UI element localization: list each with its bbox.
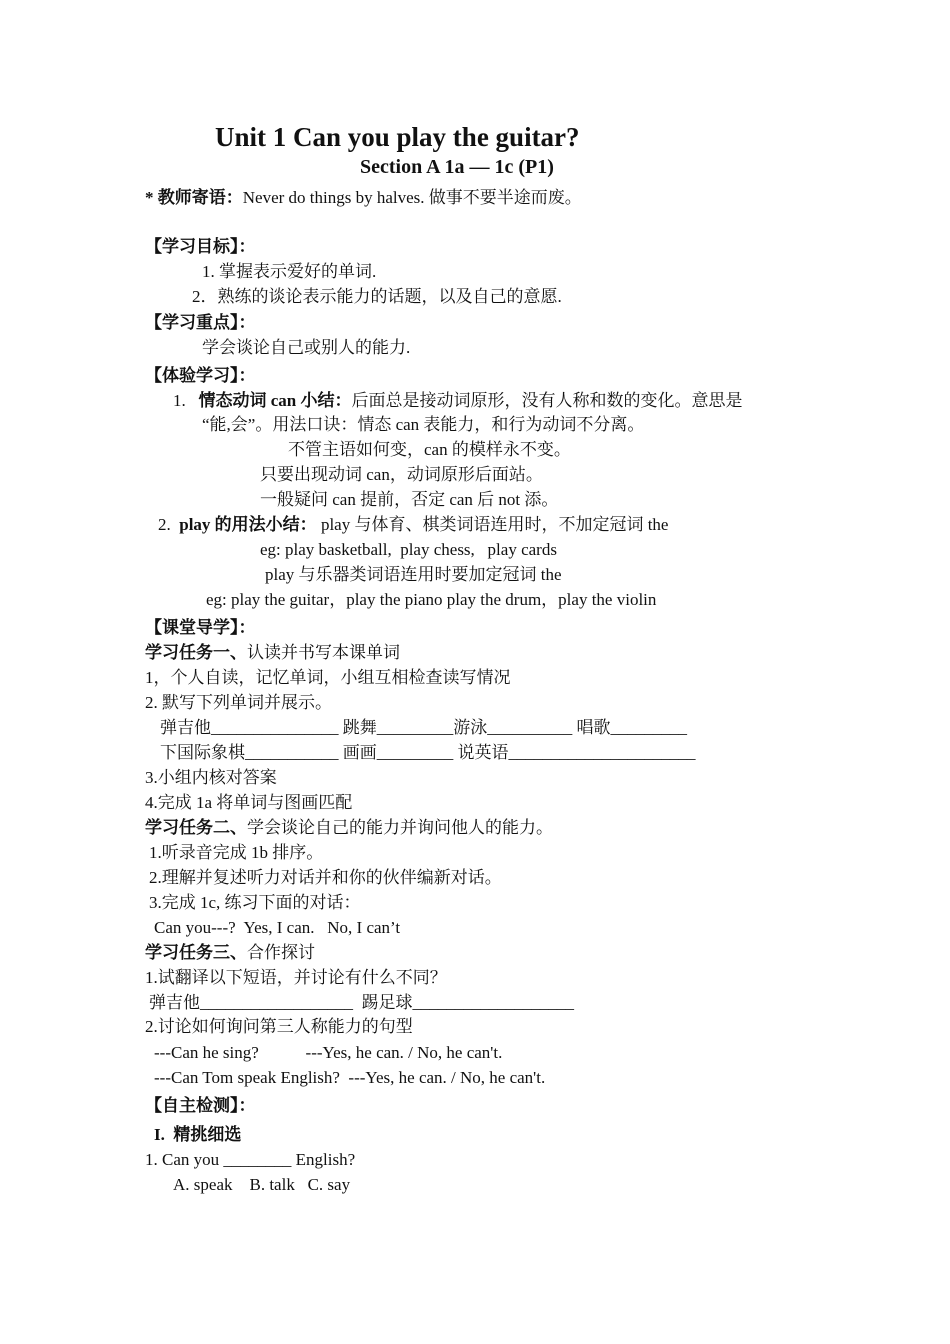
goal-item: 2．熟练的谈论表示能力的话题，以及自己的意愿. <box>192 287 562 306</box>
play-rule: play 与乐器类词语连用时要加定冠词 the <box>265 565 562 584</box>
play-summary <box>158 514 668 536</box>
task-two-label: 学习任务二、 <box>145 818 247 837</box>
play-example: eg: play the guitar，play the piano play the drum，play the violin <box>206 590 657 609</box>
focus-text: 学会谈论自己或别人的能力. <box>202 338 411 357</box>
task-item: 1.试翻译以下短语，并讨论有什么不同？ <box>145 968 447 987</box>
selftest-section: I. 精挑细选 <box>154 1125 242 1144</box>
task-item: 3.小组内核对答案 <box>145 768 277 787</box>
can-summary-label: 情态动词 can 小结： <box>198 391 352 410</box>
rhyme-line: 只要出现动词 can，动词原形后面站。 <box>260 465 543 484</box>
section-subtitle: Section A 1a — 1c (P1) <box>360 156 554 178</box>
task-item: 2.理解并复述听力对话并和你的伙伴编新对话。 <box>149 868 502 887</box>
example-dialog: ---Can he sing? ---Yes, he can. / No, he can't. <box>154 1043 503 1062</box>
task-item: 2. 默写下列单词并展示。 <box>145 693 332 712</box>
task-three-text: 合作探讨 <box>247 943 315 962</box>
rhyme-line: 一般疑问 can 提前，否定 can 后 not 添。 <box>260 490 559 509</box>
task-two-text: 学会谈论自己的能力并询问他人的能力。 <box>247 818 553 837</box>
task-item: 4.完成 1a 将单词与图画匹配 <box>145 793 353 812</box>
task-one <box>145 642 400 664</box>
play-summary-text: play 与体育、棋类词语连用时，不加定冠词 the <box>320 515 669 534</box>
experience-heading: 【体验学习】： <box>145 366 256 385</box>
item-number: 2. <box>158 515 171 534</box>
motto-label: * 教师寄语： <box>145 188 243 207</box>
motto-text: Never do things by halves. 做事不要半途而废。 <box>242 188 582 207</box>
question-options: A. speak B. talk C. say <box>173 1175 351 1194</box>
can-summary-text: 后面总是接动词原形，没有人称和数的变化。意思是 <box>351 391 743 410</box>
rhyme-line: 不管主语如何变，can 的模样永不变。 <box>288 440 571 459</box>
task-item: 3.完成 1c, 练习下面的对话： <box>149 893 361 912</box>
task-item: 1，个人自读，记忆单词，小组互相检查读写情况 <box>145 668 511 687</box>
word-blanks-row: 下国际象棋___________ 画画_________ 说英语______________________ <box>160 743 696 762</box>
can-summary <box>173 390 743 412</box>
task-item: 1.听录音完成 1b 排序。 <box>149 843 324 862</box>
task-one-text: 认读并书写本课单词 <box>247 643 400 662</box>
task-one-label: 学习任务一、 <box>145 643 247 662</box>
item-number: 1. <box>173 391 186 410</box>
translate-blanks: 弹吉他__________________ 踢足球___________________ <box>149 993 574 1012</box>
can-summary-line2: “能,会”。用法口诀：情态 can 表能力，和行为动词不分离。 <box>202 415 645 434</box>
example-dialog: ---Can Tom speak English? ---Yes, he can. / No, he can't. <box>154 1068 546 1087</box>
goals-heading: 【学习目标】： <box>145 237 256 256</box>
play-summary-label: play 的用法小结： <box>179 515 317 534</box>
word-blanks-row: 弹吉他_______________ 跳舞_________游泳__________ 唱歌_________ <box>160 718 687 737</box>
focus-heading: 【学习重点】： <box>145 313 256 332</box>
selftest-heading: 【自主检测】： <box>145 1096 256 1115</box>
classroom-heading: 【课堂导学】： <box>145 618 256 637</box>
play-example: eg: play basketball, play chess, play cards <box>260 540 557 559</box>
teacher-motto <box>145 187 582 209</box>
page-title: Unit 1 Can you play the guitar? <box>215 122 580 152</box>
task-three-label: 学习任务三、 <box>145 943 247 962</box>
task-item: 2.讨论如何询问第三人称能力的句型 <box>145 1017 413 1036</box>
task-two <box>145 817 553 839</box>
question: 1. Can you ________ English? <box>145 1150 356 1169</box>
task-three <box>145 942 315 964</box>
dialog-pattern: Can you---? Yes, I can. No, I can’t <box>154 918 401 937</box>
goal-item: 1. 掌握表示爱好的单词. <box>202 262 377 281</box>
